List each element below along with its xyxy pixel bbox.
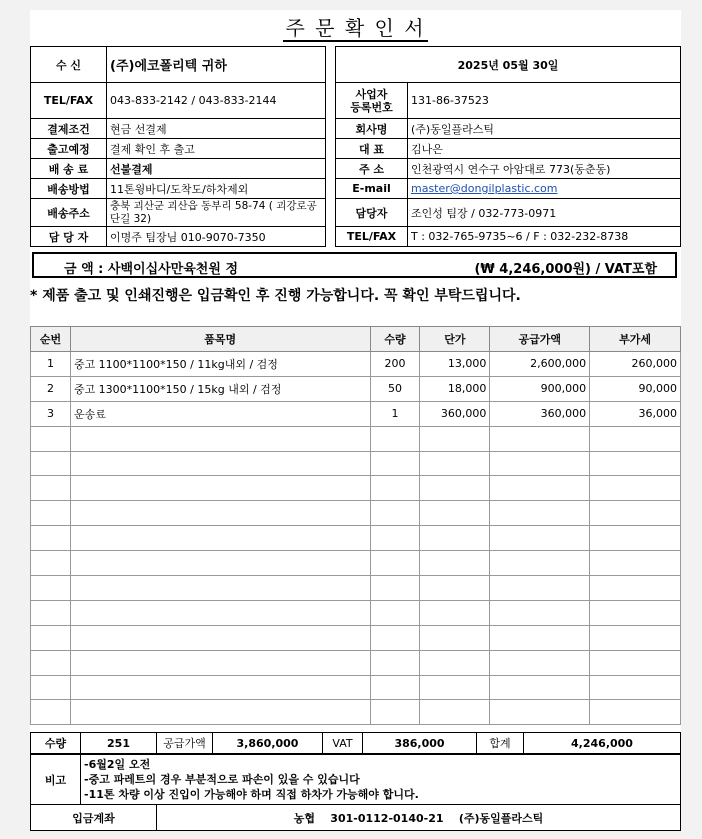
address-value: 충북 괴산군 괴산읍 동부리 58-74 ( 괴강로공단길 32) bbox=[107, 199, 326, 227]
empty-cell bbox=[370, 476, 420, 501]
empty-cell bbox=[420, 675, 490, 700]
empty-cell bbox=[490, 625, 590, 650]
empty-row bbox=[31, 426, 681, 451]
empty-cell bbox=[370, 426, 420, 451]
sum-qty-label: 수량 bbox=[31, 733, 81, 754]
cell-no: 3 bbox=[31, 401, 71, 426]
empty-cell bbox=[590, 700, 681, 725]
shipfee-value: 선불결제 bbox=[107, 159, 326, 179]
empty-cell bbox=[370, 675, 420, 700]
empty-cell bbox=[70, 650, 370, 675]
order-confirmation-sheet bbox=[30, 10, 681, 830]
empty-cell bbox=[590, 501, 681, 526]
recipient-table bbox=[30, 46, 326, 247]
empty-cell bbox=[370, 451, 420, 476]
cell-price: 13,000 bbox=[420, 352, 490, 377]
empty-cell bbox=[420, 551, 490, 576]
release-value: 결제 확인 후 출고 bbox=[107, 139, 326, 159]
memo-table bbox=[30, 754, 681, 805]
table-row bbox=[31, 352, 681, 377]
empty-cell bbox=[420, 451, 490, 476]
empty-cell bbox=[370, 700, 420, 725]
empty-cell bbox=[370, 625, 420, 650]
empty-cell bbox=[420, 526, 490, 551]
cell-supply: 900,000 bbox=[490, 376, 590, 401]
empty-row bbox=[31, 650, 681, 675]
empty-row bbox=[31, 451, 681, 476]
memo-line: -중고 파레트의 경우 부분적으로 파손이 있을 수 있습니다 bbox=[84, 773, 360, 786]
items-table bbox=[30, 326, 681, 725]
empty-cell bbox=[420, 625, 490, 650]
empty-row bbox=[31, 576, 681, 601]
sum-supply-value: 3,860,000 bbox=[213, 733, 323, 754]
col-header-vat: 부가세 bbox=[590, 327, 681, 352]
sum-supply-label: 공급가액 bbox=[157, 733, 213, 754]
empty-cell bbox=[70, 576, 370, 601]
empty-cell bbox=[590, 476, 681, 501]
telfax-label: TEL/FAX bbox=[31, 83, 107, 119]
ceo-label: 대 표 bbox=[336, 139, 408, 159]
empty-row bbox=[31, 675, 681, 700]
empty-cell bbox=[370, 526, 420, 551]
to-value: (주)에코폴리텍 귀하 bbox=[107, 47, 326, 83]
empty-cell bbox=[70, 476, 370, 501]
cell-price: 360,000 bbox=[420, 401, 490, 426]
sum-total-label: 합계 bbox=[477, 733, 524, 754]
empty-cell bbox=[70, 501, 370, 526]
email-link[interactable]: master@dongilplastic.com bbox=[411, 182, 558, 195]
empty-cell bbox=[31, 476, 71, 501]
empty-cell bbox=[31, 600, 71, 625]
table-row bbox=[31, 401, 681, 426]
empty-cell bbox=[31, 625, 71, 650]
empty-cell bbox=[490, 526, 590, 551]
cell-name: 운송료 bbox=[70, 401, 370, 426]
addr-label: 주 소 bbox=[336, 159, 408, 179]
empty-cell bbox=[590, 600, 681, 625]
sum-vat-label: VAT bbox=[323, 733, 363, 754]
cell-vat: 260,000 bbox=[590, 352, 681, 377]
addr-value: 인천광역시 연수구 아암대로 773(동춘동) bbox=[408, 159, 681, 179]
empty-cell bbox=[70, 700, 370, 725]
empty-row bbox=[31, 501, 681, 526]
payment-label: 결제조건 bbox=[31, 119, 107, 139]
payment-notice: * 제품 출고 및 인쇄진행은 입금확인 후 진행 가능합니다. 꼭 확인 부탁드립니다. bbox=[30, 288, 521, 304]
contact-value: 이명주 팀장님 010-9070-7350 bbox=[107, 227, 326, 247]
sum-qty-value: 251 bbox=[81, 733, 157, 754]
empty-row bbox=[31, 700, 681, 725]
empty-row bbox=[31, 526, 681, 551]
supplier-telfax-value: T : 032-765-9735~6 / F : 032-232-8738 bbox=[408, 227, 681, 247]
memo-label: 비고 bbox=[31, 755, 81, 805]
empty-cell bbox=[420, 600, 490, 625]
empty-row bbox=[31, 551, 681, 576]
empty-cell bbox=[70, 526, 370, 551]
empty-cell bbox=[31, 451, 71, 476]
empty-cell bbox=[490, 551, 590, 576]
empty-cell bbox=[420, 700, 490, 725]
telfax-value: 043-833-2142 / 043-833-2144 bbox=[107, 83, 326, 119]
items-header-row bbox=[31, 327, 681, 352]
empty-cell bbox=[420, 426, 490, 451]
amount-korean: 금 액 : 사백이십사만육천원 정 bbox=[64, 262, 238, 277]
empty-cell bbox=[31, 526, 71, 551]
sum-total-value: 4,246,000 bbox=[524, 733, 681, 754]
empty-cell bbox=[31, 675, 71, 700]
empty-cell bbox=[370, 576, 420, 601]
cell-vat: 36,000 bbox=[590, 401, 681, 426]
empty-cell bbox=[70, 600, 370, 625]
col-header-price: 단가 bbox=[420, 327, 490, 352]
empty-cell bbox=[490, 576, 590, 601]
cell-supply: 2,600,000 bbox=[490, 352, 590, 377]
company-value: (주)동일플라스틱 bbox=[408, 119, 681, 139]
empty-cell bbox=[490, 650, 590, 675]
empty-cell bbox=[590, 650, 681, 675]
to-label: 수 신 bbox=[31, 47, 107, 83]
cell-supply: 360,000 bbox=[490, 401, 590, 426]
empty-cell bbox=[490, 501, 590, 526]
empty-cell bbox=[70, 426, 370, 451]
col-header-qty: 수량 bbox=[370, 327, 420, 352]
order-date: 2025년 05월 30일 bbox=[336, 47, 681, 83]
account-value: 농협 301-0112-0140-21 (주)동일플라스틱 bbox=[157, 805, 681, 831]
sum-vat-value: 386,000 bbox=[363, 733, 477, 754]
payment-value: 현금 선결제 bbox=[107, 119, 326, 139]
document-title bbox=[30, 12, 681, 41]
document-title-text: 주 문 확 인 서 bbox=[285, 16, 426, 40]
empty-cell bbox=[370, 600, 420, 625]
empty-cell bbox=[490, 451, 590, 476]
cell-name: 중고 1100*1100*150 / 11kg내외 / 검정 bbox=[70, 352, 370, 377]
empty-cell bbox=[31, 576, 71, 601]
empty-cell bbox=[590, 426, 681, 451]
empty-cell bbox=[370, 501, 420, 526]
cell-qty: 50 bbox=[370, 376, 420, 401]
supplier-telfax-label: TEL/FAX bbox=[336, 227, 408, 247]
account-table bbox=[30, 804, 681, 831]
cell-no: 2 bbox=[31, 376, 71, 401]
empty-row bbox=[31, 600, 681, 625]
account-label: 입금계좌 bbox=[31, 805, 157, 831]
empty-cell bbox=[590, 451, 681, 476]
cell-price: 18,000 bbox=[420, 376, 490, 401]
empty-row bbox=[31, 625, 681, 650]
empty-cell bbox=[70, 675, 370, 700]
cell-qty: 1 bbox=[370, 401, 420, 426]
empty-cell bbox=[590, 625, 681, 650]
empty-cell bbox=[590, 526, 681, 551]
regno-label: 사업자 등록번호 bbox=[336, 83, 408, 119]
shipmethod-value: 11톤윙바디/도착도/하차제외 bbox=[107, 179, 326, 199]
shipmethod-label: 배송방법 bbox=[31, 179, 107, 199]
empty-cell bbox=[31, 650, 71, 675]
amount-numeric: (₩ 4,246,000원) / VAT포함 bbox=[474, 262, 657, 277]
empty-cell bbox=[70, 625, 370, 650]
empty-cell bbox=[490, 700, 590, 725]
manager-label: 담당자 bbox=[336, 199, 408, 227]
empty-cell bbox=[490, 426, 590, 451]
empty-cell bbox=[370, 650, 420, 675]
cell-name: 중고 1300*1100*150 / 15kg 내외 / 검정 bbox=[70, 376, 370, 401]
memo-line: -11톤 차량 이상 진입이 가능해야 하며 직접 하차가 가능해야 합니다. bbox=[84, 788, 419, 801]
manager-value: 조인성 팀장 / 032-773-0971 bbox=[408, 199, 681, 227]
empty-row bbox=[31, 476, 681, 501]
empty-cell bbox=[590, 551, 681, 576]
email-label: E-mail bbox=[336, 179, 408, 199]
shipfee-label: 배 송 료 bbox=[31, 159, 107, 179]
memo-content bbox=[81, 755, 681, 805]
empty-cell bbox=[420, 650, 490, 675]
empty-cell bbox=[590, 675, 681, 700]
empty-cell bbox=[490, 476, 590, 501]
empty-cell bbox=[490, 675, 590, 700]
col-header-supply: 공급가액 bbox=[490, 327, 590, 352]
empty-cell bbox=[420, 476, 490, 501]
cell-no: 1 bbox=[31, 352, 71, 377]
ceo-value: 김나은 bbox=[408, 139, 681, 159]
empty-cell bbox=[590, 576, 681, 601]
empty-cell bbox=[31, 700, 71, 725]
supplier-table bbox=[335, 46, 681, 247]
address-label: 배송주소 bbox=[31, 199, 107, 227]
company-label: 회사명 bbox=[336, 119, 408, 139]
cell-qty: 200 bbox=[370, 352, 420, 377]
amount-box bbox=[32, 252, 677, 278]
cell-vat: 90,000 bbox=[590, 376, 681, 401]
memo-line: -6월2일 오전 bbox=[84, 758, 151, 771]
regno-value: 131-86-37523 bbox=[408, 83, 681, 119]
empty-cell bbox=[31, 551, 71, 576]
empty-cell bbox=[31, 426, 71, 451]
empty-cell bbox=[31, 501, 71, 526]
contact-label: 담 당 자 bbox=[31, 227, 107, 247]
summary-table bbox=[30, 732, 681, 754]
empty-cell bbox=[420, 501, 490, 526]
empty-cell bbox=[490, 600, 590, 625]
empty-cell bbox=[420, 576, 490, 601]
col-header-no: 순번 bbox=[31, 327, 71, 352]
col-header-name: 품목명 bbox=[70, 327, 370, 352]
release-label: 출고예정 bbox=[31, 139, 107, 159]
empty-cell bbox=[370, 551, 420, 576]
empty-cell bbox=[70, 551, 370, 576]
empty-cell bbox=[70, 451, 370, 476]
table-row bbox=[31, 376, 681, 401]
